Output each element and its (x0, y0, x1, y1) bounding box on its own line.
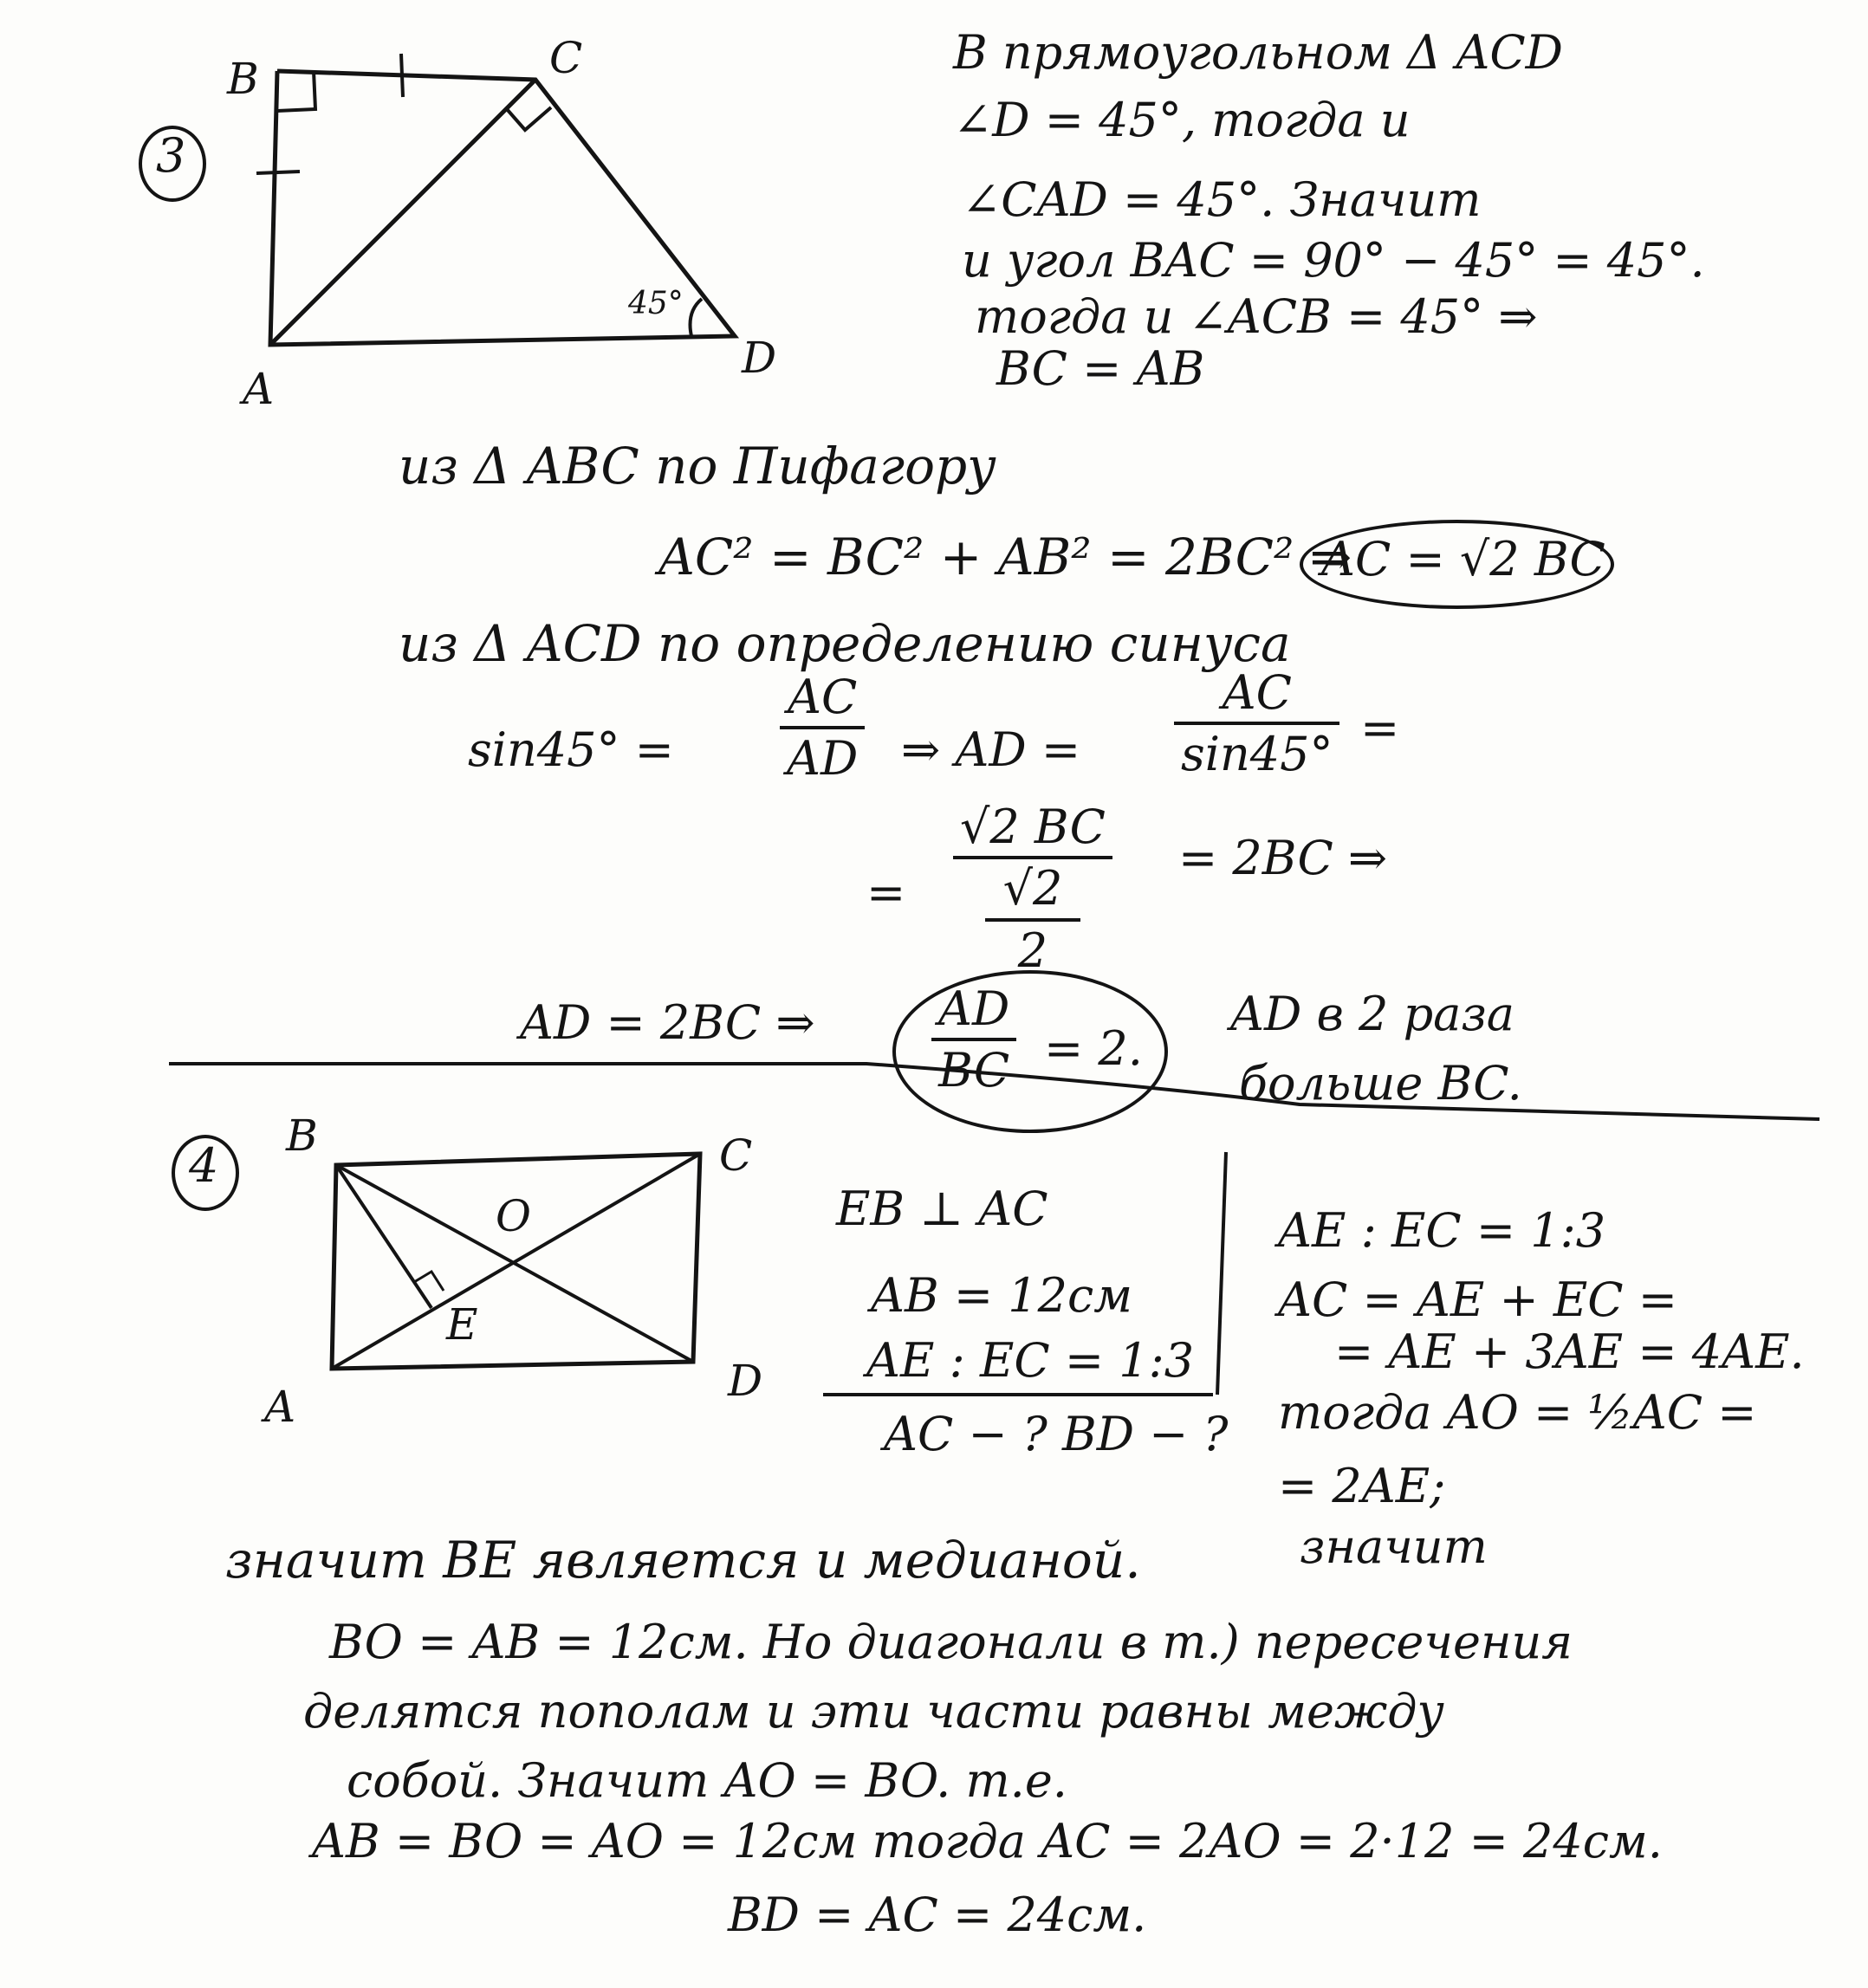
p4-bottom-line-6: BD = AC = 24см. (728, 1888, 1147, 1942)
p4-label-e: E (446, 1299, 478, 1350)
p4-label-b: B (286, 1111, 318, 1161)
p4-bottom-line-1: значит BE является и медианой. (225, 1531, 1141, 1590)
p3-label-a: A (243, 364, 275, 414)
p3-label-d: D (742, 333, 777, 383)
p4-bottom-line-2: BO = AB = 12см. Но диагонали в т.) пересечения (329, 1615, 1573, 1669)
p3-sine-frac2-num: AC (1222, 665, 1292, 720)
p3-conclusion-lhs: AD = 2BC ⇒ (520, 995, 815, 1050)
p3-conclusion-value: = 2. (1044, 1021, 1143, 1076)
p3-label-c: C (549, 33, 583, 83)
p4-right-line-4: тогда AO = ½AC = (1278, 1385, 1757, 1440)
p4-given-2: AB = 12см (871, 1268, 1132, 1323)
p4-given-1: EB ⊥ AC (836, 1182, 1048, 1236)
p3-conclusion-text-1: AD в 2 раза (1230, 987, 1515, 1041)
right-angle-mark-c (507, 107, 551, 130)
p3-conclusion-num: AD (938, 981, 1010, 1036)
fraction-bar (1174, 722, 1339, 725)
p4-right-line-2: AC = AE + EC = (1278, 1272, 1678, 1327)
p3-label-b: B (227, 54, 259, 104)
p3-sine-end: = (1360, 701, 1400, 755)
problem-3-trapezoid-figure (0, 0, 780, 433)
fraction-bar (931, 1038, 1016, 1041)
diagonal-ac (270, 80, 535, 345)
p3-pythagoras-intro: из Δ ABC по Пифагору (399, 437, 996, 495)
p3-sine-fraction-1 (780, 671, 865, 785)
p4-bottom-line-4: собой. Значит AO = BO. т.е. (347, 1753, 1067, 1808)
angle-arc-d (691, 299, 703, 336)
p4-label-c: C (719, 1130, 753, 1181)
problem-4-number: 4 (189, 1138, 219, 1193)
p3-right-line-5: тогда и ∠ACB = 45° ⇒ (975, 289, 1538, 344)
problem-4-rectangle-figure (0, 1100, 780, 1447)
fraction-bar (780, 726, 865, 729)
p3-calc-fraction (953, 801, 1112, 976)
p4-label-a: A (264, 1382, 296, 1432)
p3-sine-mid: ⇒ AD = (901, 722, 1081, 777)
tick-bc (401, 54, 403, 97)
p3-calc-result: = 2BC ⇒ (1178, 831, 1388, 885)
p4-label-o: O (496, 1191, 531, 1241)
p4-given-3: AE : EC = 1:3 (866, 1333, 1195, 1388)
p3-calc-den-den: 2 (1017, 923, 1048, 978)
p3-boxed-result: AC = √2 BC (1321, 532, 1605, 586)
p4-right-line-5: = 2AE; (1278, 1459, 1446, 1513)
p3-calc-den-num: √2 (1002, 861, 1063, 916)
p3-sine-frac1-num: AC (787, 670, 858, 724)
p3-sine-intro: из Δ ACD по определению синуса (399, 614, 1291, 673)
p3-right-line-6: BC = AB (996, 341, 1205, 396)
p4-right-line-3: = AE + 3AE = 4AE. (1334, 1324, 1805, 1379)
p3-sine-lhs: sin45° = (468, 722, 674, 777)
p3-right-line-1: В прямоугольном Δ ACD (953, 25, 1563, 80)
p3-conclusion-text-2: больше BC. (1239, 1056, 1522, 1111)
p3-right-line-2: ∠D = 45°, тогда и (953, 93, 1411, 147)
p3-sine-frac2-den: sin45° (1181, 727, 1333, 782)
p4-label-d: D (728, 1356, 763, 1406)
p3-pythagoras-eq: AC² = BC² + AB² = 2BC² ⇒ (658, 528, 1352, 586)
p3-calc-eq: = (866, 865, 906, 920)
p4-find: AC − ? BD − ? (884, 1407, 1229, 1461)
tick-ab (256, 172, 300, 173)
perpendicular-be (336, 1165, 431, 1308)
p3-calc-num: √2 BC (960, 800, 1106, 854)
p4-right-last: значит (1300, 1519, 1488, 1574)
p4-bottom-line-3: делятся пополам и эти части равны между (303, 1684, 1444, 1739)
fraction-bar (985, 918, 1080, 922)
fraction-bar (953, 856, 1112, 859)
p3-angle-label: 45° (628, 286, 684, 321)
right-angle-mark-b (277, 71, 315, 111)
p4-right-line-1: AE : EC = 1:3 (1278, 1203, 1606, 1258)
problem-3-number: 3 (156, 128, 186, 183)
p4-bottom-line-5: AB = BO = AO = 12см тогда AC = 2AO = 2·12 = 24см. (312, 1814, 1663, 1868)
p3-sine-fraction-2 (1174, 667, 1339, 780)
p3-right-line-3: ∠CAD = 45°. Значит (962, 172, 1482, 227)
p3-right-line-4: и угол BAC = 90° − 45° = 45°. (962, 233, 1705, 288)
p3-conclusion-den: BC (938, 1043, 1010, 1098)
p3-sine-frac1-den: AD (787, 731, 859, 787)
